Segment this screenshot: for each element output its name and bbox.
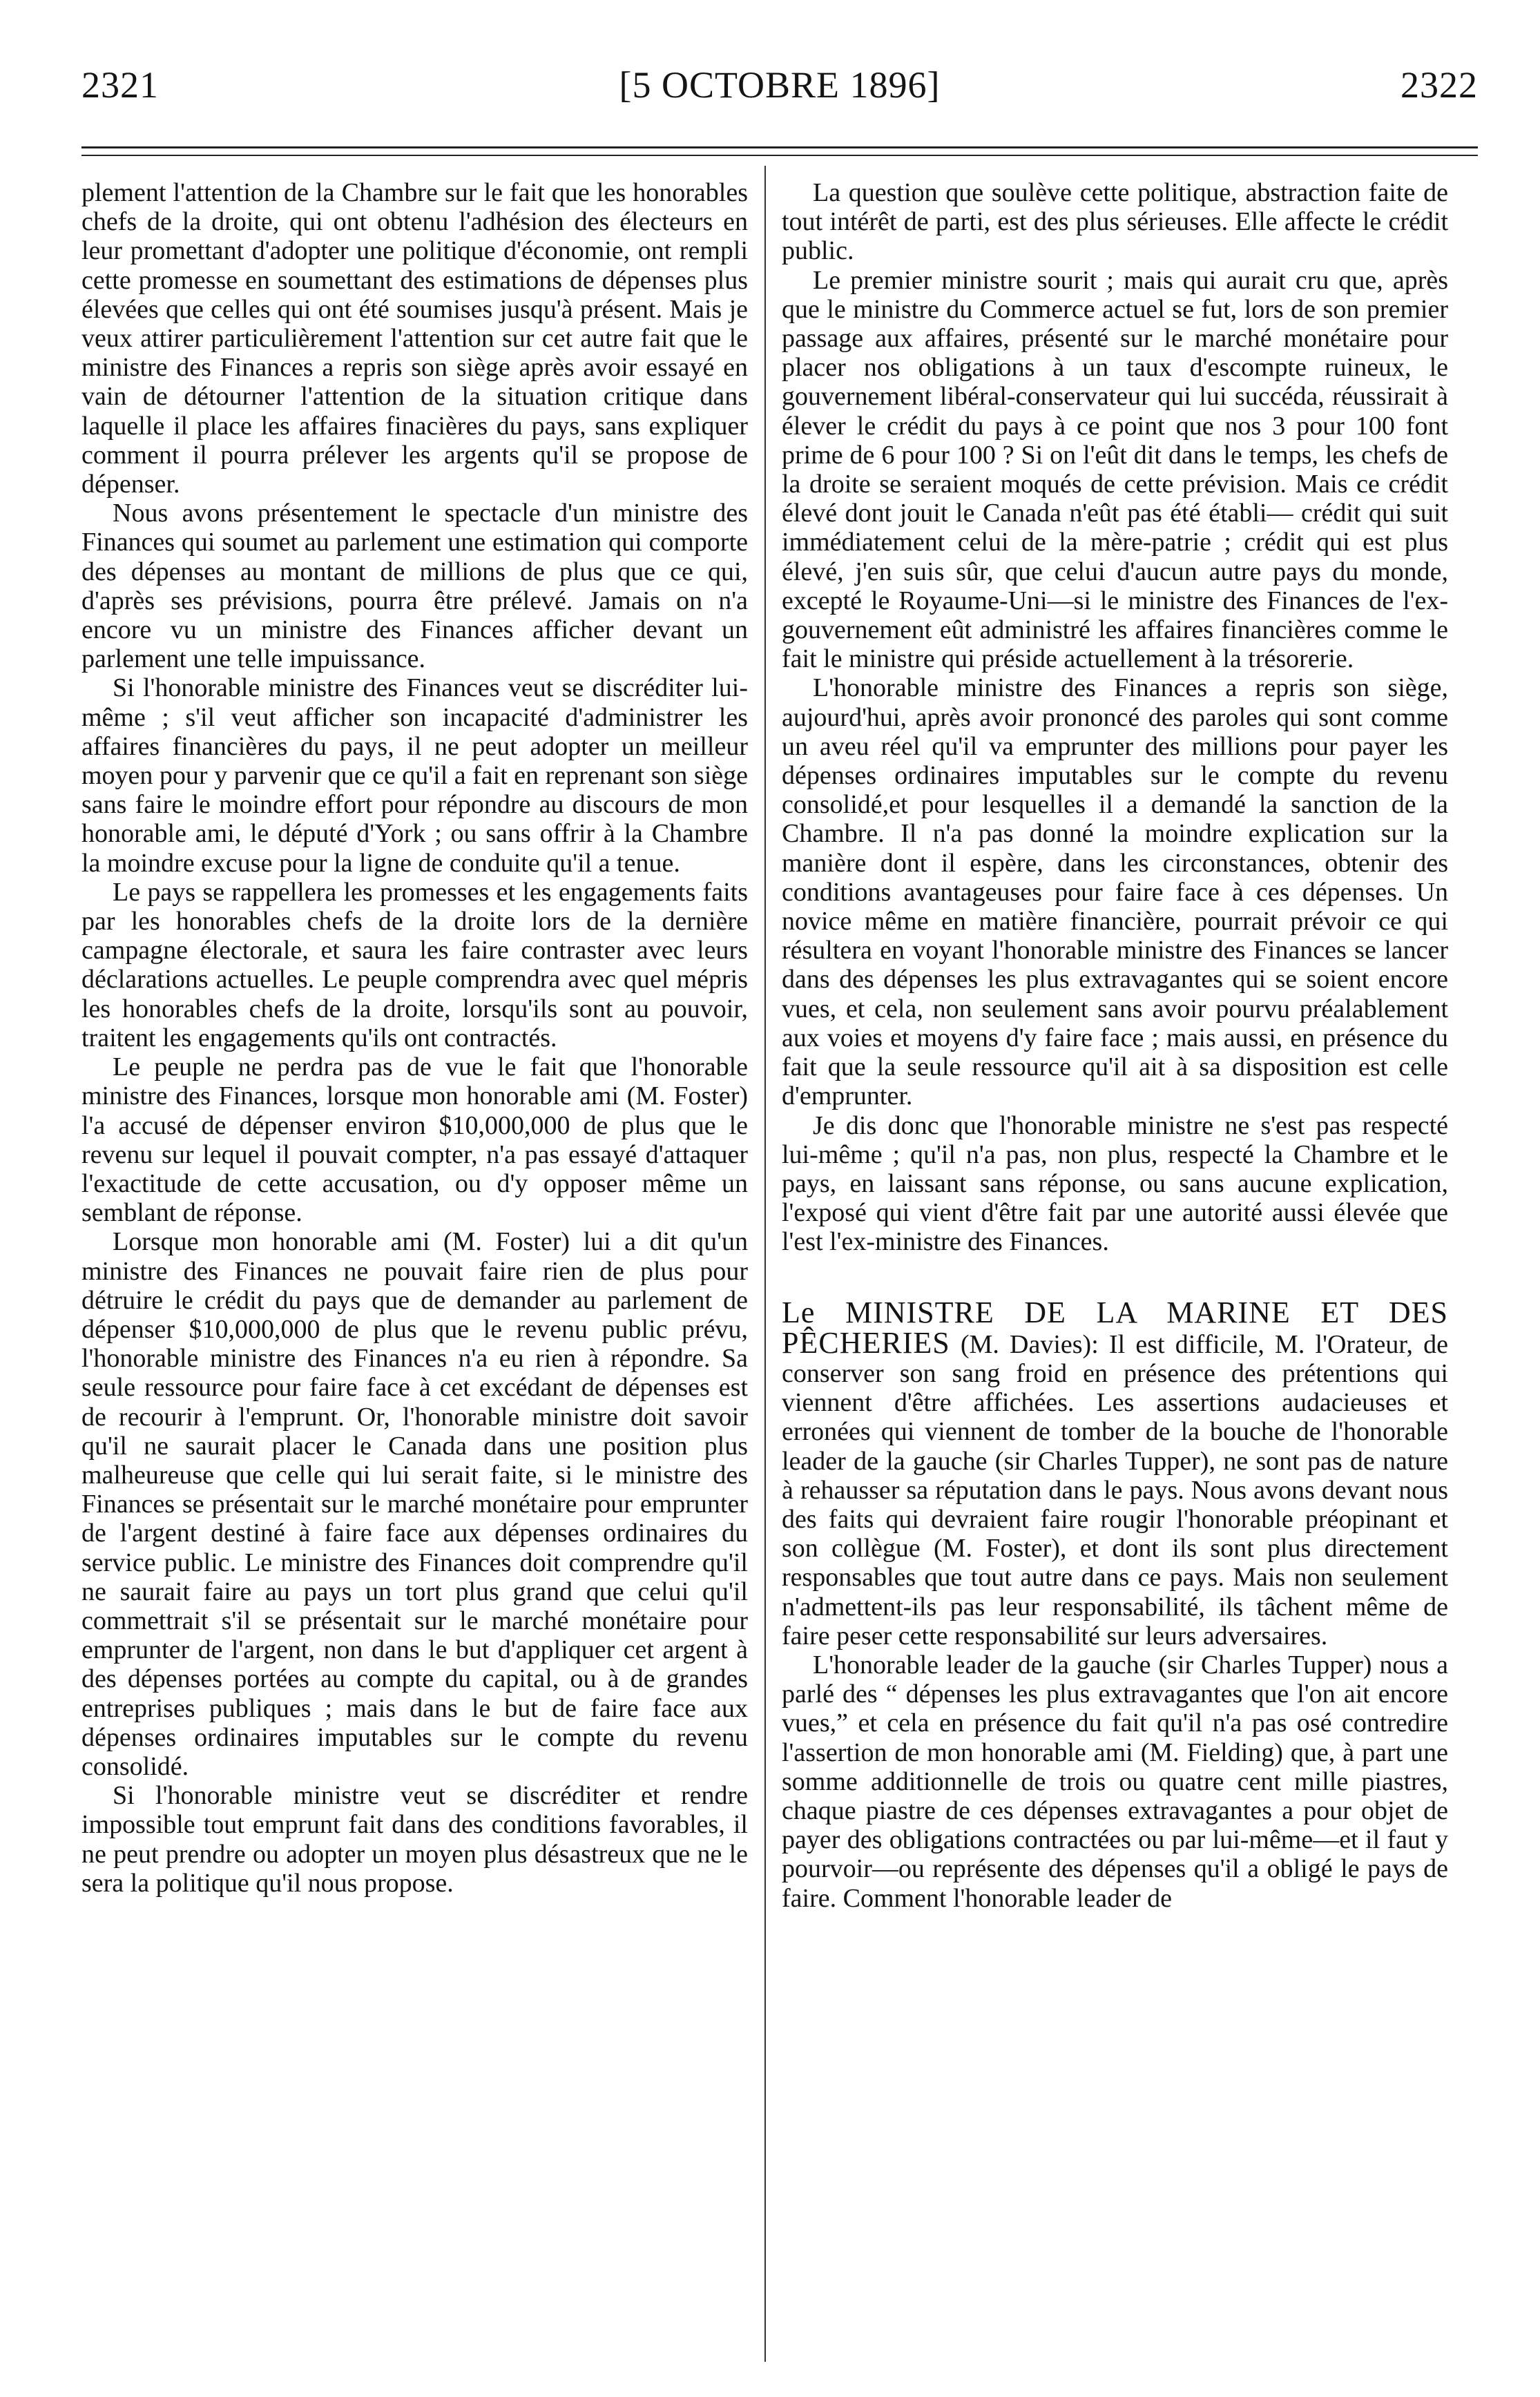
paragraph: Si l'honorable ministre des Finances veut se discréditer lui-même ; s'il veut afficher son incapacité d'administrer les affaires financières du pays, il ne peut adopter un meilleur moyen pour y parvenir que ce qu'il a fait en reprenant son siège sans faire le moindre effort pour répondre au discours de mon honorable ami, le député d'York ; ou sans offrir à la Chambre la moindre excuse pour la ligne de conduite qu'il a tenue.	[81, 673, 748, 878]
speaker-member: (M. Davies):	[960, 1329, 1099, 1359]
paragraph: La question que soulève cette politique, abstraction faite de tout intérêt de parti, est des plus sérieuses. Elle affecte le crédit public.	[782, 178, 1448, 266]
header-rule-secondary	[81, 155, 1478, 156]
header-rule	[81, 146, 1478, 148]
column-divider	[764, 166, 766, 2362]
paragraph: Le peuple ne perdra pas de vue le fait que l'honorable ministre des Finances, lorsque mon honorable ami (M. Foster) l'a accusé de dépenser environ $10,000,000 de plus que le revenu sur lequel il pouvait compter, n'a pas essayé d'attaquer l'exactitude de cette accusation, ou d'y opposer même un semblant de réponse.	[81, 1052, 748, 1228]
speaker-name: Le MINISTRE DE LA MARINE ET DES PÊCHERIES	[782, 1295, 1448, 1360]
paragraph: Le pays se rappellera les promesses et les engagements faits par les honorables chefs de la droite lors de la dernière campagne électorale, et saura les faire contraster avec leurs déclarations actuelles. Le peuple comprendra avec quel mépris les honorables chefs de la droite, lorsqu'ils sont au pouvoir, traitent les engagements qu'ils ont contractés.	[81, 877, 748, 1052]
header-date: [5 OCTOBRE 1896]	[619, 64, 941, 106]
speaker-section	[782, 1295, 1448, 1913]
paragraph: Si l'honorable ministre veut se discréditer et rendre impossible tout emprunt fait dans des conditions favorables, il ne peut prendre ou adopter un moyen plus désastreux que ne le sera la politique qu'il nous propose.	[81, 1781, 748, 1898]
paragraph: plement l'attention de la Chambre sur le fait que les honorables chefs de la droite, qui ont obtenu l'adhésion des électeurs en leur promettant d'adopter une politique d'économie, ont rempli cette promesse en soumettant des estimations de dépenses plus élevées que celles qui ont été soumises jusqu'à présent. Mais je veux attirer particulièrement l'attention sur cet autre fait que le ministre des Finances a repris son siège après avoir essayé en vain de détourner l'attention de la situation critique dans laquelle il place les affaires finacières du pays, sans expliquer comment il pourra prélever les argents qu'il se propose de dépenser.	[81, 178, 748, 499]
paragraph: Je dis donc que l'honorable ministre ne s'est pas respecté lui-même ; qu'il n'a pas, non plus, respecté la Chambre et le pays, en laissant sans réponse, ou sans aucune explication, l'exposé qui vient d'être fait par une autorité aussi élevée que l'est l'ex-ministre des Finances.	[782, 1110, 1448, 1257]
right-page-number: 2322	[1400, 64, 1478, 106]
speaker-text: Il est difficile, M. l'Orateur, de conserver son sang froid en présence des prétentions qui viennent d'être affichées. Les assertions audacieuses et erronées qui viennent de tomber de la bouche de l'honorable leader de la gauche (sir Charles Tupper), ne sont pas de nature à rehausser sa réputation dans le pays. Nous avons devant nous des faits qui devraient faire rougir l'honorable préopinant et son collègue (M. Foster), et dont ils sont plus directement responsables que tout autre dans ce pays. Mais non seulement n'admettent-ils pas leur responsabilité, ils tâchent même de faire peser cette responsabilité sur leurs adversaires.	[782, 1329, 1448, 1650]
page-header	[81, 54, 1478, 116]
paragraph: Le premier ministre sourit ; mais qui aurait cru que, après que le ministre du Commerce actuel se fut, lors de son premier passage aux affaires, présenté sur le marché monétaire pour placer nos obligations à un taux d'escompte ruineux, le gouvernement libéral-conservateur qui lui succéda, réussirait à élever le crédit du pays à ce point que nos 3 pour 100 font prime de 6 pour 100 ? Si on l'eût dit dans le temps, les chefs de la droite se seraient moqués de cette prévision. Mais ce crédit élevé dont jouit le Canada n'eût pas été établi— crédit qui suit immédiatement celui de la mère-patrie ; crédit qui est plus élevé, j'en suis sûr, que celui d'aucun autre pays du monde, excepté le Royaume-Uni—si le ministre des Finances de l'ex-gouvernement eût administré les affaires financières comme le fait le ministre qui préside actuellement à la trésorerie.	[782, 265, 1448, 674]
speaker-paragraph	[782, 1295, 1448, 1650]
paragraph: L'honorable ministre des Finances a repris son siège, aujourd'hui, après avoir prononcé des paroles qui sont comme un aveu réel qu'il va emprunter des millions pour payer les dépenses ordinaires imputables sur le compte du revenu consolidé,et pour lesquelles il a demandé la sanction de la Chambre. Il n'a pas donné la moindre explication sur la manière dont il espère, dans les circonstances, obtenir des conditions avantageuses pour faire face à ces dépenses. Un novice même en matière financière, pourrait prévoir ce qui résultera en voyant l'honorable ministre des Finances se lancer dans des dépenses les plus extravagantes qui se soient encore vues, et cela, non seulement sans avoir pourvu préalablement aux voies et moyens d'y faire face ; mais aussi, en présence du fait que la seule ressource qu'il ait à sa disposition est celle d'emprunter.	[782, 673, 1448, 1111]
left-column	[81, 178, 748, 2360]
right-column	[782, 178, 1448, 2360]
paragraph: Nous avons présentement le spectacle d'un ministre des Finances qui soumet au parlement une estimation qui comporte des dépenses au montant de millions de plus que ce qui, d'après ses prévisions, pourra être prélevé. Jamais on n'a encore vu un ministre des Finances afficher devant un parlement une telle impuissance.	[81, 499, 748, 674]
paragraph: L'honorable leader de la gauche (sir Charles Tupper) nous a parlé des “ dépenses les plus extravagantes que l'on ait encore vues,” et cela en présence du fait qu'il n'a pas osé contredire l'assertion de mon honorable ami (M. Fielding) que, à part une somme additionnelle de trois ou quatre cent mille piastres, chaque piastre de ces dépenses extravagantes a pour objet de payer des obligations contractées ou par lui-même—et il faut y pourvoir—ou représente des dépenses qu'il a obligé le pays de faire. Comment l'honorable leader de	[782, 1650, 1448, 1913]
section-gap	[782, 1257, 1448, 1298]
left-page-number: 2321	[81, 64, 159, 106]
paragraph: Lorsque mon honorable ami (M. Foster) lui a dit qu'un ministre des Finances ne pouvait faire rien de plus pour détruire le crédit du pays que de demander au parlement de dépenser $10,000,000 de plus que le revenu public prévu, l'honorable ministre des Finances n'a eu rien à répondre. Sa seule ressource pour faire face à cet excédant de dépenses est de recourir à l'emprunt. Or, l'honorable ministre doit savoir qu'il ne saurait placer le Canada dans une position plus malheureuse que celle qui lui serait faite, si le ministre des Finances se présentait sur le marché monétaire pour emprunter de l'argent destiné à faire face aux dépenses ordinaires du service public. Le ministre des Finances doit comprendre qu'il ne saurait faire au pays un tort plus grand que celui qu'il commettrait s'il se présentait sur le marché monétaire pour emprunter de l'argent, non dans le but d'appliquer cet argent à des dépenses portées au compte du capital, ou à de grandes entreprises publiques ; mais dans le but de faire face aux dépenses ordinaires imputables sur le compte du revenu consolidé.	[81, 1227, 748, 1781]
